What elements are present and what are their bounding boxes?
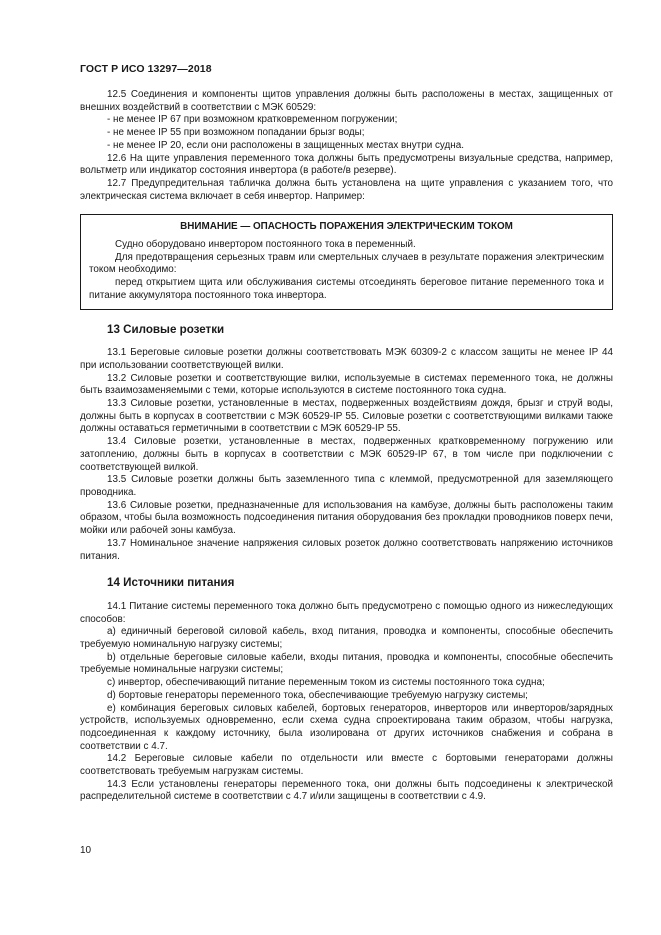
main-content: [80, 89, 613, 804]
paragraph-13-5: 13.5 Силовые розетки должны быть заземленного типа с клеммой, предусмотренной для заземляющего проводника.: [80, 474, 613, 498]
paragraph-14-1: 14.1 Питание системы переменного тока должно быть предусмотрено с помощью одного из нижеследующих способов:: [80, 600, 613, 625]
standard-header: ГОСТ Р ИСО 13297—2018: [80, 63, 212, 75]
warning-notice-line-3: перед открытием щита или обслуживания системы отсоединять береговое питание переменного тока и питание аккумулятора постоянного тока инвертора.: [89, 277, 604, 301]
warning-notice-line-2: Для предотвращения серьезных травм или смертельных случаев в результате поражения электрическим током необходимо:: [89, 251, 604, 276]
section-14-heading: 14 Источники питания: [107, 576, 235, 590]
list-item-d: d) бортовые генераторы переменного тока, обеспечивающие требуемую нагрузку системы;: [107, 689, 528, 701]
list-item-c: c) инвертор, обеспечивающий питание переменным током из системы постоянного тока судна;: [107, 677, 545, 689]
paragraph-13-2: 13.2 Силовые розетки и соответствующие вилки, используемые в системах переменного тока, не должны быть взаимозаменяемыми с теми, которые используются в системе постоянного тока судна.: [80, 372, 613, 397]
list-item-ip55: - не менее IP 55 при возможном попадании брызг воды;: [107, 127, 365, 139]
page-number: 10: [80, 845, 92, 856]
paragraph-14-3: 14.3 Если установлены генераторы переменного тока, они должны быть подсоединены к электрической распределительной системе в соответствии с 4.7 и/или защищены в соответствии с 4.9.: [80, 778, 613, 803]
warning-notice-box: [80, 214, 613, 309]
list-item-e: e) комбинация береговых силовых кабелей, бортовых генераторов, инверторов или инверторов/зарядных устройств, используемых одновременно, если схема судна спроектирована таким образом, чтобы нагрузка, подсоединенная к каждому источнику, была изолирована от других источников снабжения и собрана в соответствии с 4.7.: [80, 702, 613, 752]
paragraph-13-4: 13.4 Силовые розетки, установленные в местах, подверженных кратковременному погружению или затоплению, должны быть в корпусах в соответствии с МЭК 60529-IP 67, в том числе при подключении с соответствующей вилкой.: [80, 436, 613, 473]
paragraph-13-6: 13.6 Силовые розетки, предназначенные для использования на камбузе, должны быть расположены таким образом, чтобы была возможность подсоединения питания оборудования без прокладки проводников поверх печи, мойки или рабочей зоны камбуза.: [80, 499, 613, 537]
section-13-heading: 13 Силовые розетки: [107, 322, 225, 336]
paragraph-14-2: 14.2 Береговые силовые кабели по отдельности или вместе с бортовыми генераторами должны соответствовать требуемым нагрузкам системы.: [80, 753, 613, 778]
paragraph-13-7: 13.7 Номинальное значение напряжения силовых розеток должно соответствовать напряжению источников питания.: [80, 537, 613, 562]
paragraph-12-5: 12.5 Соединения и компоненты щитов управления должны быть расположены в местах, защищенных от внешних воздействий в соответствии с МЭК 60529:: [80, 89, 613, 113]
warning-notice-line-1: Судно оборудовано инвертором постоянного тока в переменный.: [115, 239, 416, 251]
list-item-a: a) единичный береговой силовой кабель, вход питания, проводка и компоненты, способные обеспечить требуемую номинальную нагрузку системы;: [80, 626, 613, 651]
list-item-b: b) отдельные береговые силовые кабели, входы питания, проводка и компоненты, способные обеспечить требуемые номинальные нагрузки системы;: [80, 651, 613, 676]
list-item-ip67: - не менее IP 67 при возможном кратковременном погружении;: [107, 114, 398, 126]
paragraph-13-1: 13.1 Береговые силовые розетки должны соответствовать МЭК 60309-2 с классом защиты не менее IP 44 при использовании соответствующей вилки.: [80, 347, 613, 371]
list-item-ip20: - не менее IP 20, если они расположены в защищенных местах внутри судна.: [107, 139, 464, 151]
paragraph-13-3: 13.3 Силовые розетки, установленные в местах, подверженных воздействиям дождя, брызг и струй воды, должны быть в корпусах в соответствии с МЭК 60529-IP 55. Силовые розетки с соответствующими вилками также должны оставаться герметичными в соответствии с МЭК 60529-IP 55.: [80, 398, 613, 435]
paragraph-12-6: 12.6 На щите управления переменного тока должны быть предусмотрены визуальные средства, например, вольтметр или индикатор состояния инвертора (в работе/в резерве).: [80, 152, 613, 177]
warning-notice-title: ВНИМАНИЕ — ОПАСНОСТЬ ПОРАЖЕНИЯ ЭЛЕКТРИЧЕСКИМ ТОКОМ: [180, 221, 513, 233]
paragraph-12-7: 12.7 Предупредительная табличка должна быть установлена на щите управления с указанием того, что электрическая система включает в себя инвертор. Например:: [80, 177, 613, 202]
